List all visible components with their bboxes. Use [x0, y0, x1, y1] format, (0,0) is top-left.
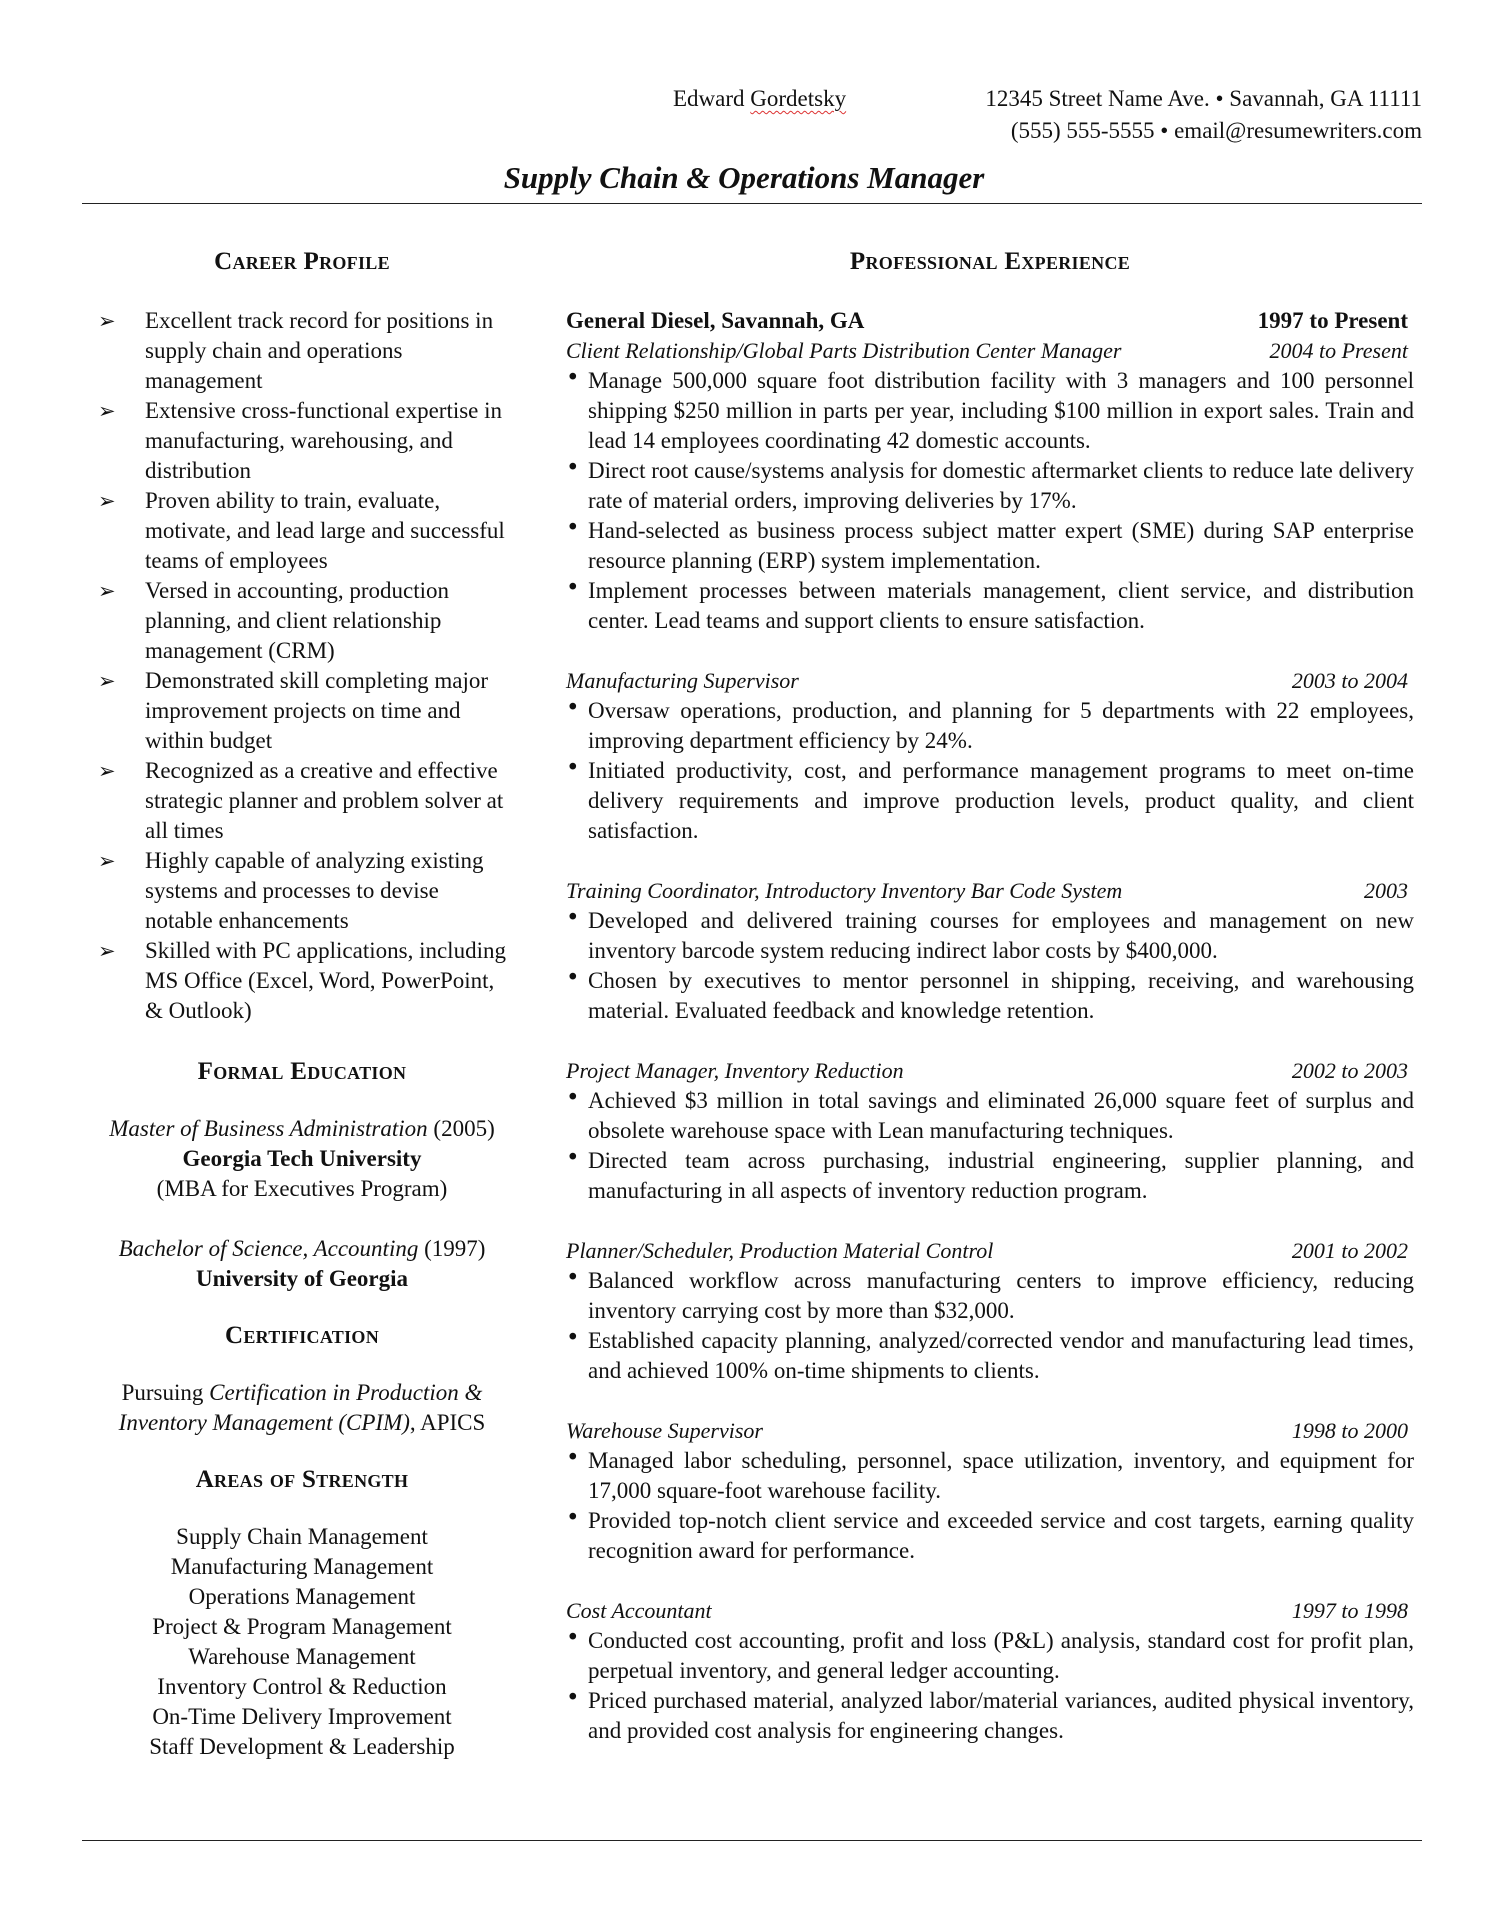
arrow-bullet-icon: ➢: [98, 399, 116, 423]
profile-item: [92, 936, 512, 1026]
degree-note: (MBA for Executives Program): [156, 1176, 448, 1201]
job-title: Supply Chain & Operations Manager: [503, 160, 985, 195]
strengths-heading: Areas of Strength: [195, 1466, 409, 1493]
certification-prefix: Pursuing: [121, 1380, 204, 1405]
role-block: [566, 1596, 1414, 1746]
degree-name: Bachelor of Science, Accounting: [118, 1236, 419, 1261]
role-block: [566, 1236, 1414, 1386]
bullet-text: Priced purchased material, analyzed labor/material variances, audited physical inventory, and provided cost analysis for engineering changes.: [588, 1688, 1414, 1743]
bullet-item: [566, 516, 1414, 576]
bullet-item: [566, 1086, 1414, 1146]
profile-item: [92, 486, 512, 576]
address-line: 12345 Street Name Ave. • Savannah, GA 11111: [985, 86, 1422, 111]
company-block: [566, 306, 1414, 1746]
role-line: [566, 1596, 1414, 1626]
degree-year: (1997): [424, 1236, 486, 1261]
bullet-item: [566, 1446, 1414, 1506]
bullet-item: [566, 696, 1414, 756]
role-bullets: [566, 1446, 1414, 1566]
certification-name-line2: Inventory Management (CPIM): [118, 1410, 410, 1435]
profile-item-text: Extensive cross-functional expertise in manufacturing, warehousing, and distribution: [145, 398, 503, 483]
profile-item: [92, 396, 512, 486]
bullet-icon: •: [566, 1085, 580, 1111]
bullet-item: [566, 366, 1414, 456]
bullet-icon: •: [566, 905, 580, 931]
certification-suffix: , APICS: [409, 1410, 486, 1435]
arrow-bullet-icon: ➢: [98, 849, 116, 873]
strength-item: On-Time Delivery Improvement: [152, 1704, 452, 1729]
bullet-text: Balanced workflow across manufacturing centers to improve efficiency, reducing inventory carrying cost by more than $32,000.: [588, 1268, 1414, 1323]
strength-item: Project & Program Management: [152, 1614, 452, 1639]
bullet-icon: •: [566, 515, 580, 541]
bullet-text: Direct root cause/systems analysis for domestic aftermarket clients to reduce late delivery rate of material orders, improving deliveries by 17%.: [588, 458, 1414, 513]
left-column: [92, 246, 512, 1762]
role-dates: 2001 to 2002: [1291, 1238, 1408, 1263]
arrow-bullet-icon: ➢: [98, 579, 116, 603]
role-dates: 1997 to 1998: [1291, 1598, 1408, 1623]
role-title: Cost Accountant: [566, 1598, 712, 1623]
role-title: Training Coordinator, Introductory Inventory Bar Code System: [566, 878, 1123, 903]
role-bullets: [566, 1626, 1414, 1746]
role-block: [566, 336, 1414, 636]
role-title: Manufacturing Supervisor: [566, 668, 799, 693]
first-name: Edward: [673, 86, 745, 111]
certification-heading: Certification: [224, 1322, 379, 1349]
right-column: [566, 246, 1414, 1746]
bullet-icon: •: [566, 1445, 580, 1471]
bullet-icon: •: [566, 965, 580, 991]
role-block: [566, 1056, 1414, 1206]
strength-item: Operations Management: [188, 1584, 416, 1609]
role-bullets: [566, 906, 1414, 1026]
arrow-bullet-icon: ➢: [98, 939, 116, 963]
bullet-icon: •: [566, 1685, 580, 1711]
role-block: [566, 666, 1414, 846]
bullet-icon: •: [566, 1265, 580, 1291]
role-block: [566, 1416, 1414, 1566]
profile-item-text: Excellent track record for positions in supply chain and operations management: [145, 308, 494, 393]
last-name: Gordetsky: [750, 86, 847, 111]
strengths-list: [92, 1522, 512, 1762]
role-dates: 2003: [1364, 878, 1408, 903]
role-dates: 2004 to Present: [1269, 338, 1408, 363]
role-bullets: [566, 366, 1414, 636]
bullet-text: Managed labor scheduling, personnel, space utilization, inventory, and equipment for 17,000 square-foot warehouse facility.: [588, 1448, 1414, 1503]
strength-item: Inventory Control & Reduction: [157, 1674, 447, 1699]
bullet-text: Hand-selected as business process subject matter expert (SME) during SAP enterprise resource planning (ERP) system implementation.: [588, 518, 1414, 573]
role-title: Client Relationship/Global Parts Distribution Center Manager: [566, 338, 1122, 363]
bullet-text: Achieved $3 million in total savings and eliminated 26,000 square feet of surplus and obsolete warehouse space with Lean manufacturing techniques.: [588, 1088, 1414, 1143]
role-line: [566, 336, 1414, 366]
strength-item: Manufacturing Management: [170, 1554, 434, 1579]
role-line: [566, 1236, 1414, 1266]
strength-item: Supply Chain Management: [176, 1524, 428, 1549]
profile-item-text: Proven ability to train, evaluate, motivate, and lead large and successful teams of employees: [145, 488, 505, 573]
career-profile-heading: Career Profile: [214, 248, 390, 275]
bullet-item: [566, 1326, 1414, 1386]
arrow-bullet-icon: ➢: [98, 309, 116, 333]
bullet-item: [566, 1506, 1414, 1566]
bullet-item: [566, 906, 1414, 966]
strength-item: Staff Development & Leadership: [149, 1734, 455, 1759]
bullet-item: [566, 576, 1414, 636]
profile-item: [92, 576, 512, 666]
certification-entry: [92, 1378, 512, 1438]
bullet-text: Chosen by executives to mentor personnel in shipping, receiving, and warehousing material. Evaluated feedback and knowledge retention.: [588, 968, 1414, 1023]
profile-item: [92, 846, 512, 936]
school-name: University of Georgia: [195, 1266, 409, 1291]
bullet-icon: •: [566, 755, 580, 781]
strength-item: Warehouse Management: [188, 1644, 416, 1669]
career-profile-list: [92, 306, 512, 1026]
role-title: Project Manager, Inventory Reduction: [566, 1058, 904, 1083]
profile-item: [92, 306, 512, 396]
bullet-text: Directed team across purchasing, industrial engineering, supplier planning, and manufacturing in all aspects of inventory reduction program.: [588, 1148, 1414, 1203]
education-entry: [92, 1114, 512, 1204]
contact-line: (555) 555-5555 • email@resumewriters.com: [1010, 118, 1422, 143]
role-dates: 2002 to 2003: [1291, 1058, 1408, 1083]
profile-item-text: Recognized as a creative and effective strategic planner and problem solver at all times: [145, 758, 504, 843]
role-block: [566, 876, 1414, 1026]
bullet-icon: •: [566, 1505, 580, 1531]
experience-heading: Professional Experience: [849, 248, 1131, 275]
company-name: General Diesel, Savannah, GA: [566, 308, 865, 333]
company-line: [566, 306, 1414, 336]
role-dates: 2003 to 2004: [1291, 668, 1408, 693]
profile-item: [92, 756, 512, 846]
bullet-item: [566, 966, 1414, 1026]
profile-item-text: Demonstrated skill completing major improvement projects on time and within budget: [145, 668, 489, 753]
bullet-icon: •: [566, 455, 580, 481]
bullet-item: [566, 1686, 1414, 1746]
profile-item: [92, 666, 512, 756]
bullet-text: Developed and delivered training courses for employees and management on new inventory barcode system reducing indirect labor costs by $400,000.: [588, 908, 1414, 963]
arrow-bullet-icon: ➢: [98, 489, 116, 513]
degree-name: Master of Business Administration: [109, 1116, 428, 1141]
bullet-item: [566, 1146, 1414, 1206]
role-bullets: [566, 1086, 1414, 1206]
bullet-icon: •: [566, 695, 580, 721]
degree-year: (2005): [433, 1116, 495, 1141]
bullet-icon: •: [566, 1625, 580, 1651]
bullet-text: Provided top-notch client service and exceeded service and cost targets, earning quality recognition award for performance.: [588, 1508, 1414, 1563]
header-divider: [82, 203, 1422, 204]
certification-name-line1: Certification in Production &: [209, 1380, 483, 1405]
school-name: Georgia Tech University: [182, 1146, 422, 1171]
bullet-text: Manage 500,000 square foot distribution facility with 3 managers and 100 personnel shipping $250 million in parts per year, including $100 million in export sales. Train and lead 14 employees coordinating 42 domestic accounts.: [588, 368, 1414, 453]
role-title: Planner/Scheduler, Production Material Control: [566, 1238, 994, 1263]
role-line: [566, 876, 1414, 906]
bullet-text: Implement processes between materials management, client service, and distribution center. Lead teams and support clients to ensure satisfaction.: [588, 578, 1414, 633]
footer-divider: [82, 1840, 1422, 1841]
bullet-text: Oversaw operations, production, and planning for 5 departments with 22 employees, improving department efficiency by 24%.: [588, 698, 1414, 753]
profile-item-text: Highly capable of analyzing existing systems and processes to devise notable enhancements: [145, 848, 484, 933]
bullet-text: Conducted cost accounting, profit and loss (P&L) analysis, standard cost for profit plan, perpetual inventory, and general ledger accounting.: [588, 1628, 1414, 1683]
bullet-icon: •: [566, 1325, 580, 1351]
bullet-item: [566, 456, 1414, 516]
role-bullets: [566, 1266, 1414, 1386]
profile-item-text: Versed in accounting, production planning, and client relationship management (CRM): [145, 578, 450, 663]
role-bullets: [566, 696, 1414, 846]
role-dates: 1998 to 2000: [1291, 1418, 1408, 1443]
bullet-text: Initiated productivity, cost, and performance management programs to meet on-time delivery requirements and improve production levels, product quality, and client satisfaction.: [588, 758, 1414, 843]
role-line: [566, 1056, 1414, 1086]
bullet-item: [566, 1266, 1414, 1326]
education-entry: [92, 1234, 512, 1294]
profile-item-text: Skilled with PC applications, including MS Office (Excel, Word, PowerPoint, & Outlook): [145, 938, 506, 1023]
company-dates: 1997 to Present: [1257, 308, 1408, 333]
role-title: Warehouse Supervisor: [566, 1418, 763, 1443]
candidate-name: [673, 84, 846, 114]
bullet-text: Established capacity planning, analyzed/corrected vendor and manufacturing lead times, and achieved 100% on-time shipments to clients.: [588, 1328, 1414, 1383]
role-line: [566, 666, 1414, 696]
bullet-item: [566, 756, 1414, 846]
arrow-bullet-icon: ➢: [98, 759, 116, 783]
role-line: [566, 1416, 1414, 1446]
education-heading: Formal Education: [197, 1058, 407, 1085]
bullet-item: [566, 1626, 1414, 1686]
bullet-icon: •: [566, 365, 580, 391]
bullet-icon: •: [566, 575, 580, 601]
bullet-icon: •: [566, 1145, 580, 1171]
arrow-bullet-icon: ➢: [98, 669, 116, 693]
